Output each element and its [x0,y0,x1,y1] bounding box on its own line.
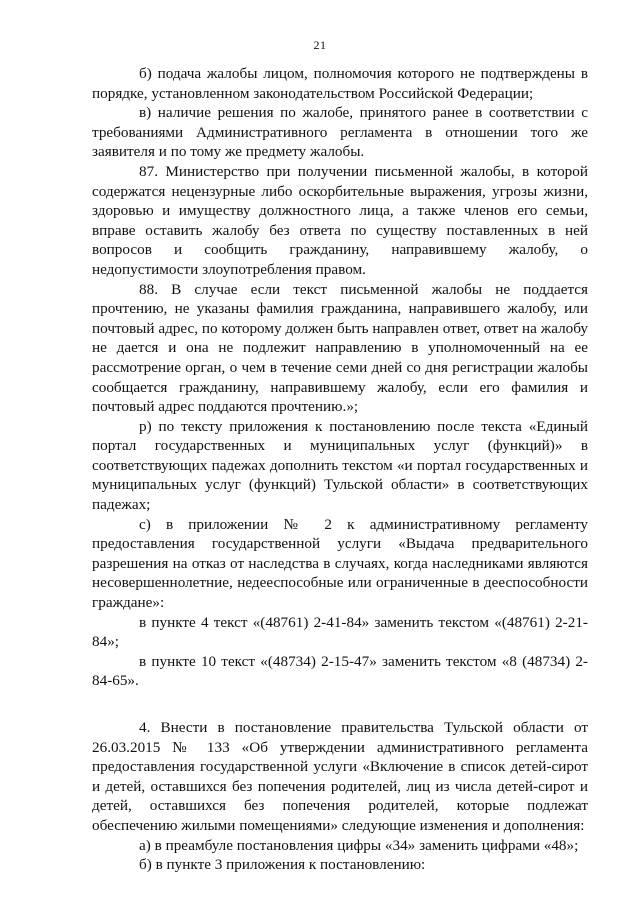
paragraph-item-b: б) подача жалобы лицом, полномочия которого не подтверждены в порядке, установленном законодательством Российской Федерации; [92,65,588,102]
paragraph-item-r: р) по тексту приложения к постановлению после текста «Единый портал государственных и муниципальных услуг (функций)» в соответствующих падежах дополнить текстом «и портал государственных и муниципальных услуг (функций) Тульской области» в соответствующих падежах; [92,417,588,514]
paragraph-item-b-2: б) в пункте 3 приложения к постановлению: [139,856,426,874]
document-body [92,64,588,875]
paragraph-88: 88. В случае если текст письменной жалобы не поддается прочтению, не указаны фамилия гражданина, направившего жалобу, или почтовый адрес, по которому должен быть направлен ответ, ответ на жалобу не дается и она не подлежит направлению в уполномоченный на ее рассмотрение орган, о чем в течение семи дней со дня регистрации жалобы сообщается гражданину, направившему жалобу, если его фамилия и почтовый адрес поддаются прочтению.»; [92,280,588,416]
page-number: 21 [313,38,327,52]
paragraph-item-v: в) наличие решения по жалобе, принятого ранее в соответствии с требованиями Административного регламента в отношении того же заявителя и по тому же предмету жалобы. [92,104,588,161]
paragraph-item-s: с) в приложении № 2 к административному регламенту предоставления государственной услуги «Выдача предварительного разрешения на отказ от наследства в случаях, когда наследниками являются несовершеннолетние, недееспособные или ограниченные в дееспособности граждане»: [92,515,588,612]
paragraph-point-4: в пункте 4 текст «(48761) 2-41-84» заменить текстом «(48761) 2-21-84»; [92,613,588,651]
paragraph-item-a: а) в преамбуле постановления цифры «34» заменить цифрами «48»; [139,836,579,854]
section-gap [92,691,588,718]
paragraph-87: 87. Министерство при получении письменной жалобы, в которой содержатся нецензурные либо оскорбительные выражения, угрозы жизни, здоровью и имуществу должностного лица, а также членов его семьи, вправе оставить жалобу без ответа по существу поставленных в ней вопросов и сообщить гражданину, направившему жалобу, о недопустимости злоупотребления правом. [92,162,588,278]
paragraph-section-4: 4. Внести в постановление правительства Тульской области от 26.03.2015 № 133 «Об утверждении административного регламента предоставления государственной услуги «Включение в список детей-сирот и детей, оставшихся без попечения родителей, лиц из числа детей-сирот и детей, оставшихся без попечения родителей, которые подлежат обеспечению жилыми помещениями» следующие изменения и дополнения: [92,719,588,834]
paragraph-point-10: в пункте 10 текст «(48734) 2-15-47» заменить текстом «8 (48734) 2-84-65». [92,652,588,690]
